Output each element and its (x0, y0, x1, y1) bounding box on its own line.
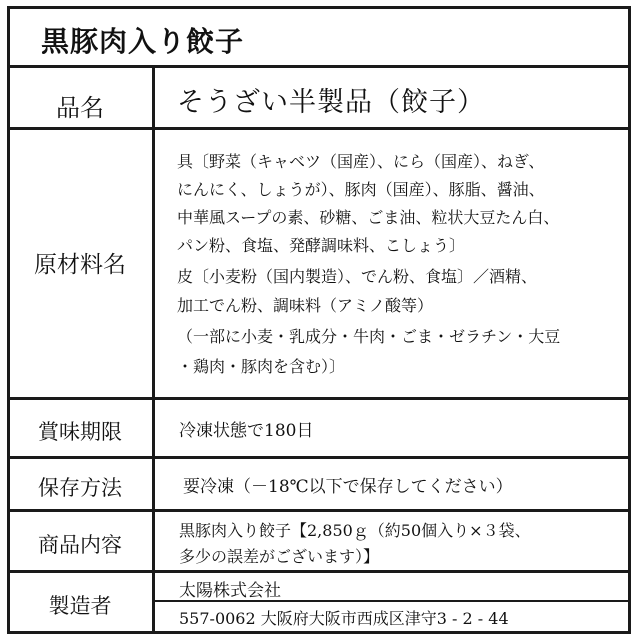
row-divider (7, 65, 631, 68)
product-title: 黒豚肉入り餃子 (41, 25, 245, 58)
ingredients-line: 皮〔小麦粉（国内製造）、でん粉、食塩〕／酒精、 (177, 267, 538, 286)
shelf-life-label: 賞味期限 (38, 420, 122, 444)
row-divider (7, 456, 631, 459)
contents-label: 商品内容 (38, 533, 122, 557)
manufacturer-address: 557-0062 大阪府大阪市西成区津守3 - 2 - 44 (179, 609, 509, 628)
row-divider (7, 509, 631, 512)
row-divider (7, 570, 631, 573)
ingredients-line: パン粉、食塩、発酵調味料、こしょう〕 (177, 236, 466, 255)
hinmei-value: そうざい半製品（餃子） (177, 87, 485, 118)
manufacturer-label: 製造者 (48, 594, 112, 618)
storage-value: 要冷凍（－18℃以下で保存してください） (183, 477, 513, 497)
shelf-life-value: 冷凍状態で180日 (179, 421, 314, 441)
border-right (628, 6, 631, 634)
contents-line: 多少の誤差がございます）】 (179, 547, 380, 566)
food-label-table (7, 6, 631, 634)
hinmei-label: 品名 (56, 94, 104, 122)
border-bottom (7, 631, 631, 634)
ingredients-line: ・鶏肉・豚肉を含む）〕 (177, 357, 346, 376)
row-divider (7, 397, 631, 400)
storage-label: 保存方法 (38, 476, 122, 500)
row-divider (7, 127, 631, 130)
ingredients-label: 原材料名 (34, 252, 126, 278)
manufacturer-company: 太陽株式会社 (179, 581, 281, 601)
border-top (7, 6, 631, 9)
ingredients-line: 加工でん粉、調味料（アミノ酸等） (177, 296, 434, 315)
contents-line: 黒豚肉入り餃子【2,850ｇ（約50個入り×３袋、 (179, 521, 531, 540)
ingredients-line: にんにく、しょうが）、豚肉（国産）、豚脂、醤油、 (177, 180, 545, 199)
ingredients-line: （一部に小麦・乳成分・牛肉・ごま・ゼラチン・大豆 (177, 327, 561, 346)
ingredients-line: 中華風スープの素、砂糖、ごま油、粒状大豆たん白、 (177, 208, 560, 227)
ingredients-line: 具〔野菜（キャベツ（国産）、にら（国産）、ねぎ、 (177, 152, 545, 171)
